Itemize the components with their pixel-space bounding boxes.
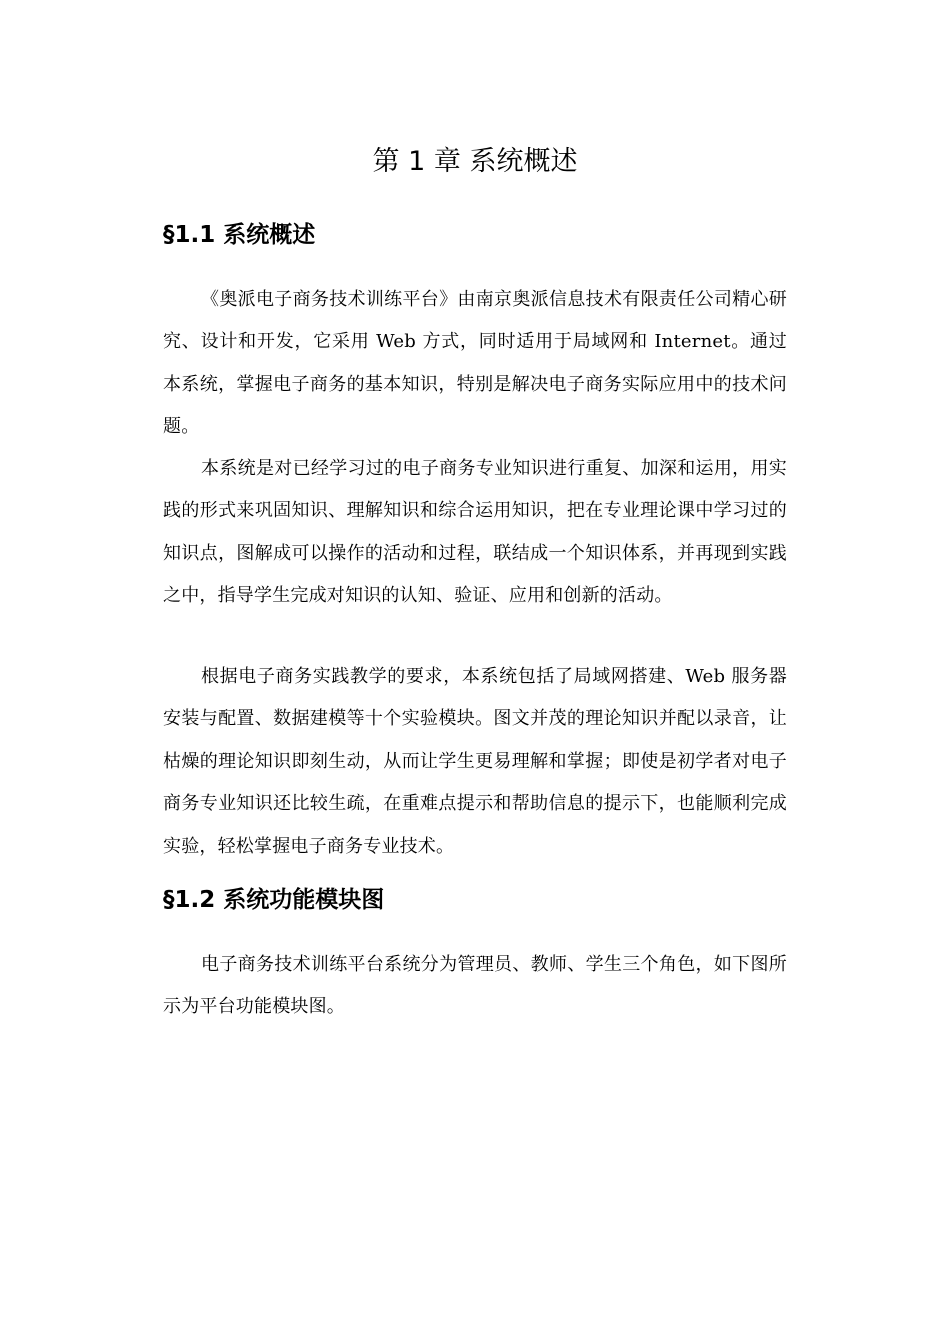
section-heading-1-2: §1.2 系统功能模块图 — [163, 887, 385, 913]
paragraph-roles: 电子商务技术训练平台系统分为管理员、教师、学生三个角色，如下图所示为平台功能模块图。 — [163, 954, 787, 1018]
chapter-title: 第 1 章 系统概述 — [372, 146, 578, 177]
paragraph-modules: 根据电子商务实践教学的要求，本系统包括了局域网搭建、Web 服务器安装与配置、数据建模等十个实验模块。图文并茂的理论知识并配以录音，让枯燥的理论知识即刻生动，从而让学生更易理解和掌握；即使是初学者对电子商务专业知识还比较生疏，在重难点提示和帮助信息的提示下，也能顺利完成实验，轻松掌握电子商务专业技术。 — [163, 666, 787, 857]
paragraph-intro: 《奥派电子商务技术训练平台》由南京奥派信息技术有限责任公司精心研究、设计和开发，它采用 Web 方式，同时适用于局域网和 Internet。通过本系统，掌握电子商务的基本知识，特别是解决电子商务实际应用中的技术问题。 — [163, 289, 787, 438]
section-heading-1-1: §1.1 系统概述 — [163, 222, 316, 248]
paragraph-purpose: 本系统是对已经学习过的电子商务专业知识进行重复、加深和运用，用实践的形式来巩固知识、理解知识和综合运用知识，把在专业理论课中学习过的知识点，图解成可以操作的活动和过程，联结成一个知识体系，并再现到实践之中，指导学生完成对知识的认知、验证、应用和创新的活动。 — [163, 458, 787, 607]
